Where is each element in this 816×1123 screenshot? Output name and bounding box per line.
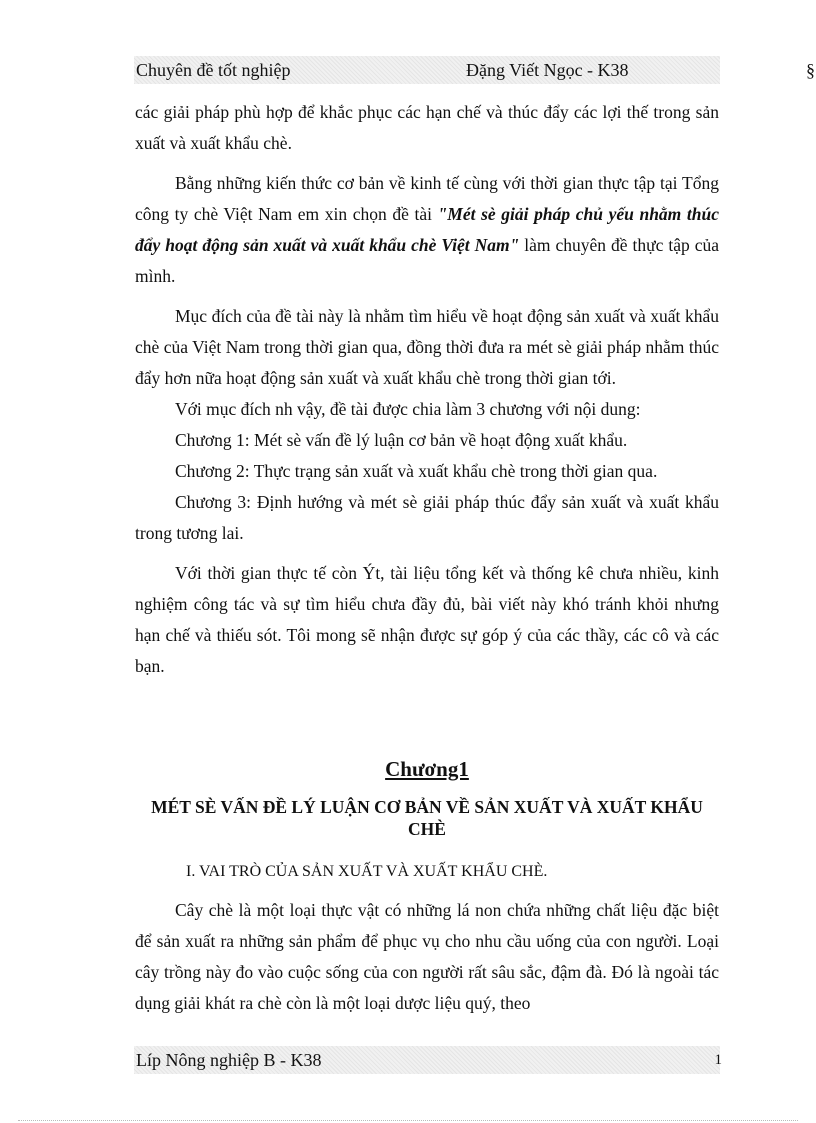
paragraph-4: Với mục đích nh vậy, đề tài được chia làm 3 chương với nội dung: [175,399,641,419]
paragraph-1: các giải pháp phù hợp để khắc phục các hạn chế và thúc đẩy các lợi thế trong sản xuất và xuất khẩu chè. [135,102,719,153]
thesis-title: "Mét sè giải pháp chủ yếu nhằm thúc đẩy hoạt động sản xuất và xuất khẩu chè Việt Nam" [135,204,719,255]
chapter-1-summary: Chương 1: Mét sè vấn đề lý luận cơ bản về hoạt động xuất khẩu. [175,430,628,450]
header-left-text: Chuyên đề tốt nghiệp [136,60,291,80]
chapter-title: MÉT SÈ VẤN ĐỀ LÝ LUẬN CƠ BẢN VỀ SẢN XUẤT VÀ XUẤT KHẨU CHÈ [151,797,703,839]
page-header [134,56,720,84]
page-number: 1 [714,1052,722,1068]
section-body [135,895,719,1019]
header-author: Đặng Viết Ngọc - K38 [466,60,629,80]
chapter-3-summary: Chương 3: Định hướng và mét sè giải pháp thúc đẩy sản xuất và xuất khẩu trong tương lai. [135,492,719,543]
footer-class-text: Líp Nông nghiệp B - K38 [136,1050,322,1070]
paragraph-2 [135,168,719,292]
document-body [135,97,719,682]
page-footer [134,1046,720,1074]
paragraph-3: Mục đích của đề tài này là nhằm tìm hiểu về hoạt động sản xuất và xuất khẩu chè của Việt Nam trong thời gian qua, đồng thời đưa ra mét sè giải pháp nhằm thúc đẩy hơn nữa hoạt động sản xuất và xuất khẩu chè trong thời gian tới. [135,306,719,388]
paragraph-closing: Với thời gian thực tế còn Ýt, tài liệu tổng kết và thống kê chưa nhiều, kinh nghiệm công tác và sự tìm hiểu chưa đầy đủ, bài viết này khó tránh khỏi nhưng hạn chế và thiếu sót. Tôi mong sẽ nhận được sự góp ý của các thầy, các cô và các bạn. [135,563,719,676]
chapter-label: Chương1 [385,757,469,781]
section-sign: § [806,60,815,80]
section-heading: I. VAI TRÒ CỦA SẢN XUẤT VÀ XUẤT KHẨU CHÈ. [186,863,548,880]
section-paragraph-1: Cây chè là một loại thực vật có những lá non chứa những chất liệu đặc biệt để sản xuất ra những sản phẩm để phục vụ cho nhu cầu uống của con người. Loại cây trồng này đo vào cuộc sống của con người rất sâu sắc, đậm đà. Đó là ngoài tác dụng giải khát ra chè còn là một loại dược liệu quý, theo [135,900,719,1013]
page-bottom-dotted-line [18,1120,798,1121]
chapter-2-summary: Chương 2: Thực trạng sản xuất và xuất khẩu chè trong thời gian qua. [175,461,658,481]
paragraph-2-start: Bằng những kiến thức cơ bản về kinh tế cùng với thời gian thực tập tại Tổng công ty chè Việt Nam em xin chọn đề tài [135,173,719,224]
paragraph-2-end: làm chuyên đề thực tập của mình. [135,235,719,286]
